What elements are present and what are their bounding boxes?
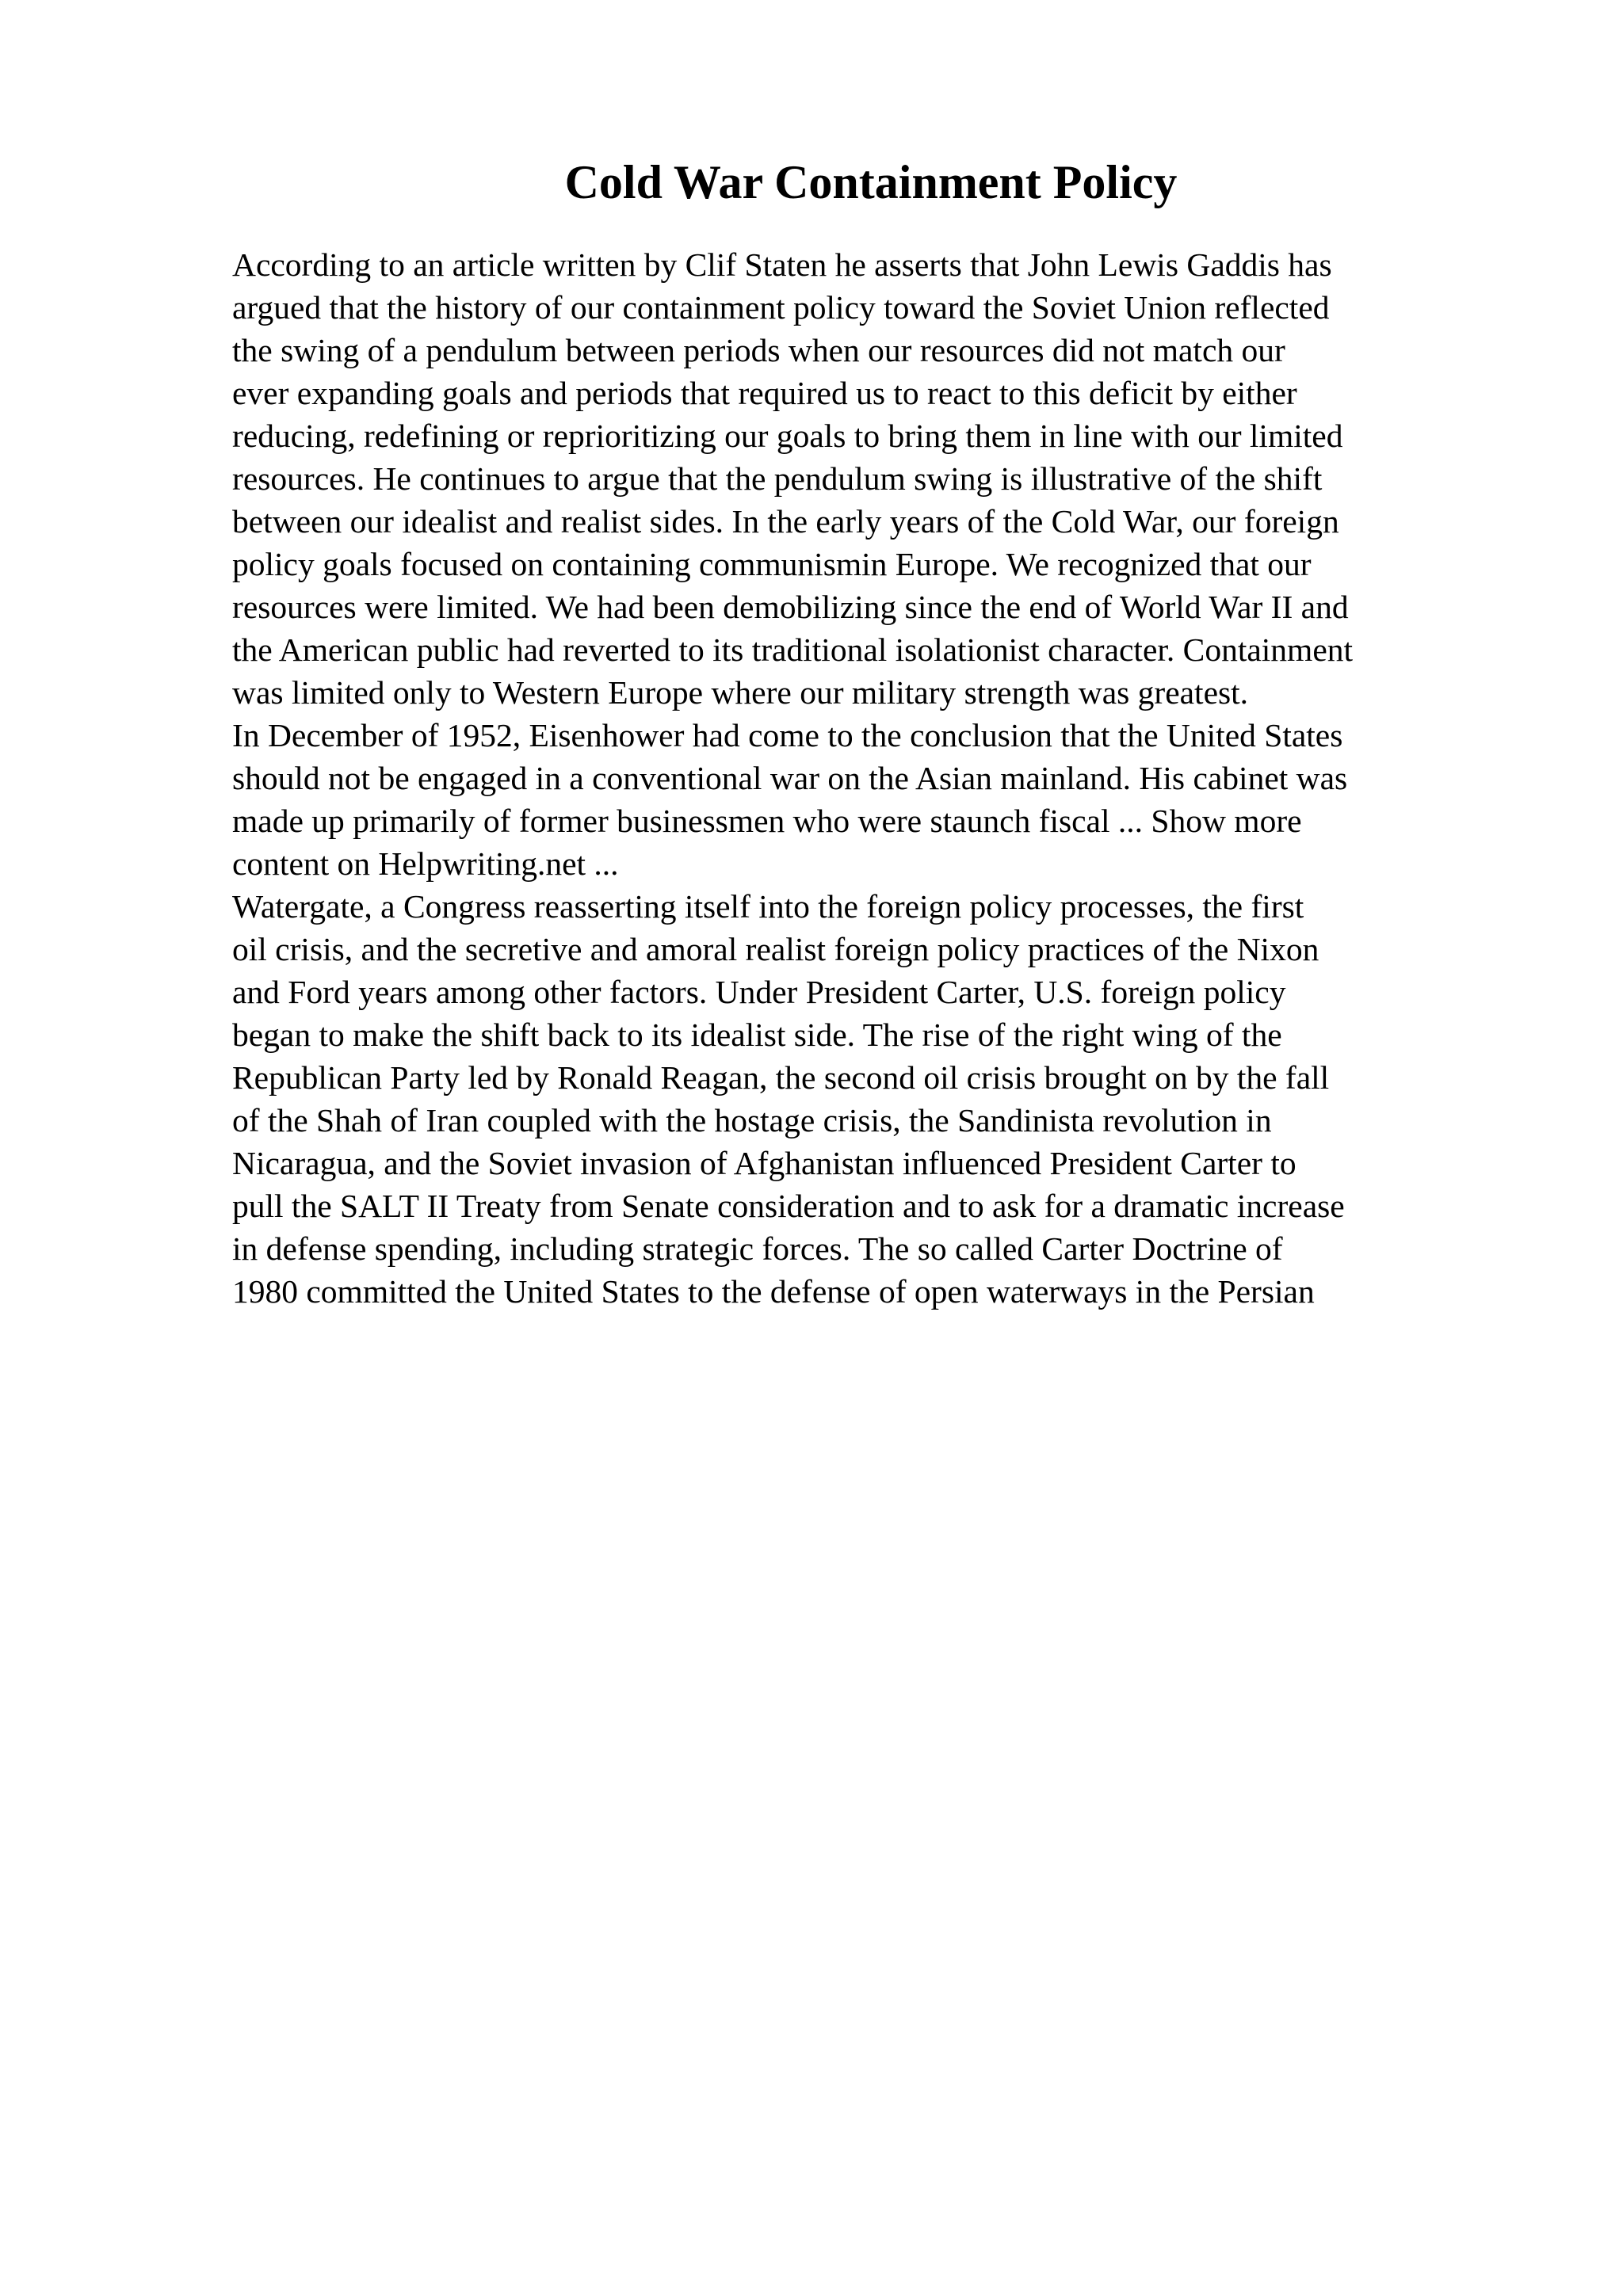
- text-line: the American public had reverted to its traditional isolationist character. Containment: [232, 631, 1354, 668]
- text-line: in defense spending, including strategic forces. The so called Carter Doctrine of: [232, 1230, 1283, 1267]
- text-line: pull the SALT II Treaty from Senate consideration and to ask for a dramatic increase: [232, 1188, 1345, 1224]
- text-line: should not be engaged in a conventional war on the Asian mainland. His cabinet was: [232, 760, 1348, 796]
- body-text: [232, 243, 1500, 1313]
- text-line: Nicaragua, and the Soviet invasion of Afghanistan influenced President Carter to: [232, 1145, 1296, 1181]
- text-line: reducing, redefining or reprioritizing our goals to bring them in line with our limited: [232, 418, 1343, 454]
- text-line: policy goals focused on containing communismin Europe. We recognized that our: [232, 546, 1312, 582]
- text-line: of the Shah of Iran coupled with the hostage crisis, the Sandinista revolution in: [232, 1102, 1272, 1138]
- text-line: resources. He continues to argue that the pendulum swing is illustrative of the shift: [232, 460, 1323, 497]
- text-line: was limited only to Western Europe where our military strength was greatest.: [232, 674, 1249, 711]
- text-line: argued that the history of our containment policy toward the Soviet Union reflected: [232, 289, 1330, 326]
- text-line: made up primarily of former businessmen who were staunch fiscal ... Show more: [232, 803, 1302, 839]
- text-line: ever expanding goals and periods that required us to react to this deficit by either: [232, 375, 1297, 411]
- text-line: resources were limited. We had been demobilizing since the end of World War II and: [232, 589, 1349, 625]
- text-line: oil crisis, and the secretive and amoral realist foreign policy practices of the Nixon: [232, 931, 1319, 967]
- text-line: content on Helpwriting.net ...: [232, 845, 619, 882]
- text-line: the swing of a pendulum between periods when our resources did not match our: [232, 332, 1285, 368]
- page-title: Cold War Containment Policy: [564, 156, 1178, 208]
- text-line: In December of 1952, Eisenhower had come to the conclusion that the United States: [232, 717, 1343, 753]
- text-line: Republican Party led by Ronald Reagan, the second oil crisis brought on by the fall: [232, 1059, 1330, 1096]
- text-line: began to make the shift back to its idealist side. The rise of the right wing of the: [232, 1016, 1282, 1053]
- text-line: Watergate, a Congress reasserting itself into the foreign policy processes, the first: [232, 888, 1304, 925]
- text-line: between our idealist and realist sides. In the early years of the Cold War, our foreign: [232, 503, 1339, 540]
- text-line: 1980 committed the United States to the defense of open waterways in the Persian: [232, 1273, 1315, 1310]
- text-line: and Ford years among other factors. Under President Carter, U.S. foreign policy: [232, 974, 1286, 1010]
- text-line: According to an article written by Clif Staten he asserts that John Lewis Gaddis has: [232, 246, 1332, 283]
